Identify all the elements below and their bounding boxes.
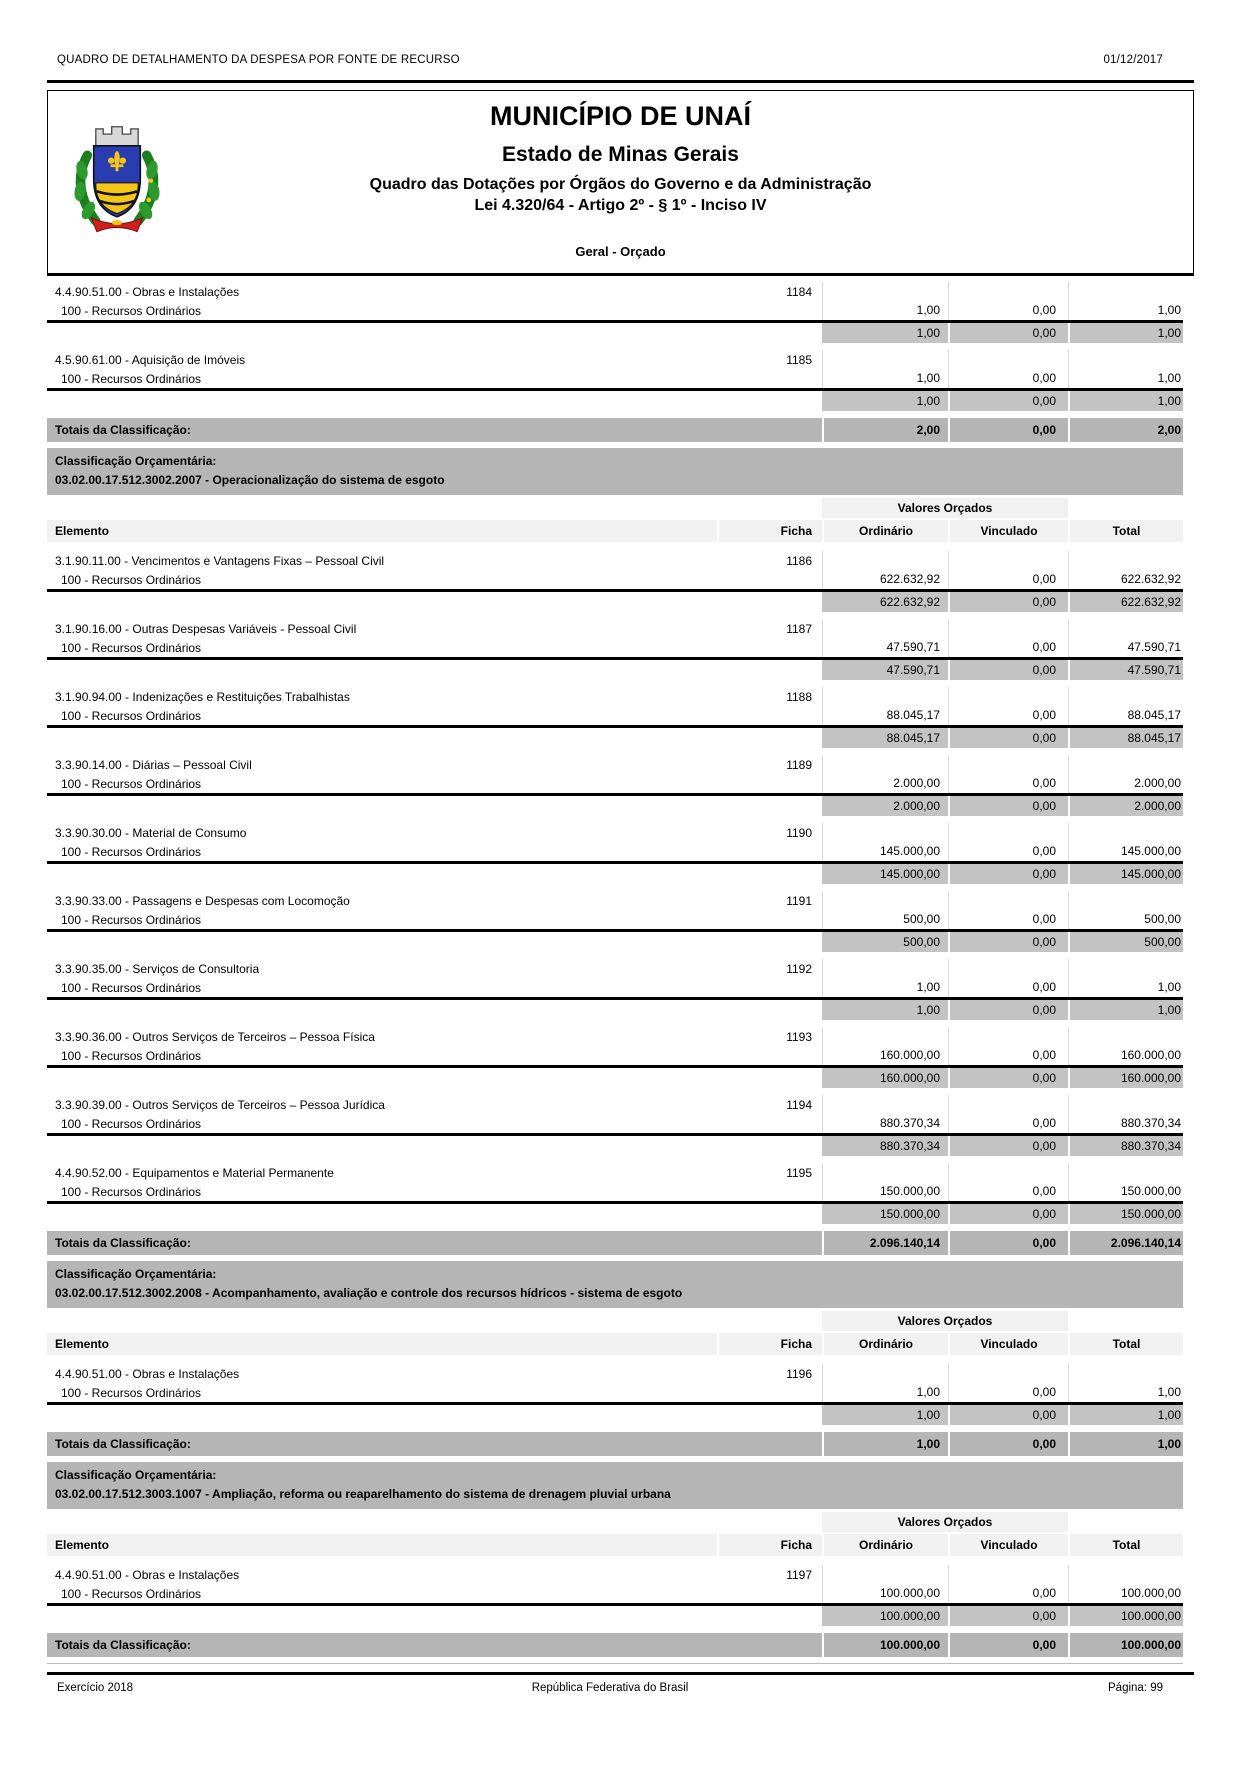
element-name: 3.3.90.30.00 - Material de Consumo [55,825,247,840]
element-subtotal-row [47,728,1183,748]
subtotal-vinculado: 0,00 [948,1204,1068,1224]
totals-ordinario: 1,00 [822,1432,948,1456]
resource-ordinario: 47.590,71 [822,638,948,657]
resource-total: 1,00 [1068,369,1183,388]
valores-orcados-label: Valores Orçados [822,1512,1068,1532]
element-group [47,551,1183,612]
subtotal-ordinario: 1,00 [822,323,948,343]
element-subtotal-row [47,864,1183,884]
element-name: 3.3.90.39.00 - Outros Serviços de Terceiros – Pessoa Jurídica [55,1097,385,1112]
resource-name: 100 - Recursos Ordinários [61,1586,202,1601]
footer-country: República Federativa do Brasil [531,1682,689,1694]
resource-ordinario: 150.000,00 [822,1182,948,1201]
element-ficha: 1187 [786,621,812,636]
resource-vinculado: 0,00 [948,1114,1068,1133]
resource-name: 100 - Recursos Ordinários [61,708,202,723]
subtotal-vinculado: 0,00 [948,323,1068,343]
subtotal-vinculado: 0,00 [948,864,1068,884]
column-ficha: Ficha [717,520,822,542]
subtotal-vinculado: 0,00 [948,391,1068,411]
element-ficha: 1188 [786,689,812,704]
totals-total: 100.000,00 [1068,1633,1183,1657]
report-title: QUADRO DE DETALHAMENTO DA DESPESA POR FONTE DE RECURSO [57,54,460,66]
totals-ordinario: 2,00 [822,418,948,442]
resource-ordinario: 880.370,34 [822,1114,948,1133]
resource-name: 100 - Recursos Ordinários [61,371,202,386]
classification-label: Classificação Orçamentária: [55,1267,217,1281]
classification-totals-row [47,1231,1183,1255]
resource-total: 47.590,71 [1068,638,1183,657]
element-ficha: 1190 [786,825,812,840]
subtotal-total: 88.045,17 [1068,728,1183,748]
subtotal-total: 145.000,00 [1068,864,1183,884]
column-vinculado: Vinculado [948,1534,1068,1556]
resource-vinculado: 0,00 [948,369,1068,388]
subtotal-vinculado: 0,00 [948,796,1068,816]
resource-name: 100 - Recursos Ordinários [61,776,202,791]
resource-ordinario: 622.632,92 [822,570,948,589]
totals-total: 2,00 [1068,418,1183,442]
resource-total: 500,00 [1068,910,1183,929]
element-name: 4.5.90.61.00 - Aquisição de Imóveis [55,352,246,367]
element-subtotal-row [47,932,1183,952]
resource-row [47,978,1183,997]
element-name: 4.4.90.51.00 - Obras e Instalações [55,1366,240,1381]
subtotal-ordinario: 145.000,00 [822,864,948,884]
resource-row [47,706,1183,725]
column-total: Total [1068,520,1183,542]
column-header-row [47,520,1183,542]
element-group [47,1163,1183,1224]
report-date: 01/12/2017 [1103,54,1163,66]
element-group [47,687,1183,748]
resource-name: 100 - Recursos Ordinários [61,1184,202,1199]
resource-vinculado: 0,00 [948,301,1068,320]
resource-ordinario: 145.000,00 [822,842,948,861]
element-group [47,1364,1183,1425]
subtotal-total: 2.000,00 [1068,796,1183,816]
subtotal-ordinario: 100.000,00 [822,1606,948,1626]
resource-ordinario: 1,00 [822,301,948,320]
column-header-row [47,1333,1183,1355]
resource-ordinario: 1,00 [822,369,948,388]
element-group [47,619,1183,680]
resource-ordinario: 1,00 [822,978,948,997]
element-subtotal-row [47,660,1183,680]
coat-of-arms-icon [64,115,170,237]
element-ficha: 1193 [786,1029,812,1044]
valores-orcados-band [47,1311,1183,1331]
municipality-name: MUNICÍPIO DE UNAÍ [489,101,751,131]
org-header-box [47,90,1194,276]
subtotal-total: 880.370,34 [1068,1136,1183,1156]
element-group [47,1095,1183,1156]
report-subtitle-1: Quadro das Dotações por Órgãos do Governo e da Administração [369,176,872,193]
element-group [47,823,1183,884]
subtotal-vinculado: 0,00 [948,728,1068,748]
resource-ordinario: 160.000,00 [822,1046,948,1065]
element-ficha: 1186 [786,553,812,568]
column-header-row [47,1534,1183,1556]
subtotal-total: 1,00 [1068,1405,1183,1425]
resource-vinculado: 0,00 [948,1046,1068,1065]
subtotal-ordinario: 1,00 [822,391,948,411]
resource-row [47,1383,1183,1402]
valores-orcados-band [47,1512,1183,1532]
subtotal-vinculado: 0,00 [948,1000,1068,1020]
totals-label: Totais da Classificação: [55,1437,191,1451]
resource-row [47,301,1183,320]
element-subtotal-row [47,796,1183,816]
element-ficha: 1196 [786,1366,812,1381]
column-elemento: Elemento [55,1538,110,1552]
element-group [47,282,1183,343]
element-group [47,891,1183,952]
report-subtitle-2: Lei 4.320/64 - Artigo 2º - § 1º - Inciso IV [474,197,767,214]
classification-header [47,1462,1183,1509]
element-name: 3.3.90.33.00 - Passagens e Despesas com Locomoção [55,893,350,908]
header-rule [47,80,1194,83]
element-name: 3.3.90.14.00 - Diárias – Pessoal Civil [55,757,252,772]
resource-total: 622.632,92 [1068,570,1183,589]
report-header [57,54,1163,66]
resource-total: 160.000,00 [1068,1046,1183,1065]
totals-vinculado: 0,00 [948,418,1068,442]
element-name: 3.1.90.94.00 - Indenizações e Restituições Trabalhistas [55,689,350,704]
resource-ordinario: 1,00 [822,1383,948,1402]
subtotal-total: 622.632,92 [1068,592,1183,612]
resource-ordinario: 2.000,00 [822,774,948,793]
resource-name: 100 - Recursos Ordinários [61,572,202,587]
resource-vinculado: 0,00 [948,978,1068,997]
table-end-line [47,1663,1183,1664]
resource-row [47,570,1183,589]
element-subtotal-row [47,1000,1183,1020]
resource-vinculado: 0,00 [948,1182,1068,1201]
valores-orcados-band [47,498,1183,518]
subtotal-vinculado: 0,00 [948,1405,1068,1425]
resource-total: 100.000,00 [1068,1584,1183,1603]
element-name: 3.1.90.16.00 - Outras Despesas Variáveis - Pessoal Civil [55,621,357,636]
resource-vinculado: 0,00 [948,706,1068,725]
column-total: Total [1068,1333,1183,1355]
classification-label: Classificação Orçamentária: [55,454,217,468]
classification-label: Classificação Orçamentária: [55,1468,217,1482]
element-ficha: 1189 [786,757,812,772]
element-group [47,959,1183,1020]
column-vinculado: Vinculado [948,520,1068,542]
resource-vinculado: 0,00 [948,1584,1068,1603]
subtotal-ordinario: 2.000,00 [822,796,948,816]
element-group [47,755,1183,816]
subtotal-ordinario: 150.000,00 [822,1204,948,1224]
resource-total: 880.370,34 [1068,1114,1183,1133]
column-elemento: Elemento [55,524,110,538]
totals-vinculado: 0,00 [948,1432,1068,1456]
element-name: 4.4.90.51.00 - Obras e Instalações [55,284,240,299]
resource-total: 88.045,17 [1068,706,1183,725]
subtotal-total: 1,00 [1068,391,1183,411]
resource-vinculado: 0,00 [948,842,1068,861]
subtotal-ordinario: 500,00 [822,932,948,952]
subtotal-total: 1,00 [1068,323,1183,343]
subtotal-total: 160.000,00 [1068,1068,1183,1088]
subtotal-total: 47.590,71 [1068,660,1183,680]
resource-vinculado: 0,00 [948,910,1068,929]
element-subtotal-row [47,1405,1183,1425]
subtotal-vinculado: 0,00 [948,932,1068,952]
valores-orcados-label: Valores Orçados [822,498,1068,518]
element-ficha: 1195 [786,1165,812,1180]
resource-name: 100 - Recursos Ordinários [61,303,202,318]
element-ficha: 1194 [786,1097,812,1112]
resource-name: 100 - Recursos Ordinários [61,912,202,927]
report-footer [57,1682,1163,1694]
resource-total: 145.000,00 [1068,842,1183,861]
classification-totals-row [47,1432,1183,1456]
footer-exercise: Exercício 2018 [57,1682,134,1694]
subtotal-ordinario: 88.045,17 [822,728,948,748]
resource-name: 100 - Recursos Ordinários [61,1385,202,1400]
element-name: 4.4.90.52.00 - Equipamentos e Material Permanente [55,1165,334,1180]
subtotal-total: 500,00 [1068,932,1183,952]
element-ficha: 1192 [786,961,812,976]
column-ordinario: Ordinário [822,1333,948,1355]
subtotal-vinculado: 0,00 [948,660,1068,680]
element-group [47,1027,1183,1088]
resource-vinculado: 0,00 [948,774,1068,793]
element-ficha: 1197 [786,1567,812,1582]
element-subtotal-row [47,1606,1183,1626]
valores-orcados-label: Valores Orçados [822,1311,1068,1331]
resource-name: 100 - Recursos Ordinários [61,1116,202,1131]
subtotal-ordinario: 880.370,34 [822,1136,948,1156]
element-group [47,350,1183,411]
totals-total: 1,00 [1068,1432,1183,1456]
resource-row [47,1114,1183,1133]
resource-row [47,638,1183,657]
resource-row [47,1584,1183,1603]
subtotal-ordinario: 160.000,00 [822,1068,948,1088]
budget-table [47,282,1183,1664]
subtotal-total: 1,00 [1068,1000,1183,1020]
column-ordinario: Ordinário [822,1534,948,1556]
resource-ordinario: 88.045,17 [822,706,948,725]
element-ficha: 1184 [786,284,812,299]
classification-code: 03.02.00.17.512.3003.1007 - Ampliação, reforma ou reaparelhamento do sistema de drenagem pluvial urbana [55,1487,671,1501]
resource-name: 100 - Recursos Ordinários [61,980,202,995]
resource-ordinario: 100.000,00 [822,1584,948,1603]
element-subtotal-row [47,323,1183,343]
column-total: Total [1068,1534,1183,1556]
subtotal-vinculado: 0,00 [948,1136,1068,1156]
resource-row [47,910,1183,929]
element-ficha: 1185 [786,352,812,367]
classification-code: 03.02.00.17.512.3002.2008 - Acompanhamento, avaliação e controle dos recursos hídricos - sistema de esgoto [55,1286,683,1300]
classification-header [47,448,1183,495]
resource-vinculado: 0,00 [948,638,1068,657]
resource-total: 2.000,00 [1068,774,1183,793]
classification-code: 03.02.00.17.512.3002.2007 - Operacionalização do sistema de esgoto [55,473,445,487]
resource-row [47,774,1183,793]
element-subtotal-row [47,592,1183,612]
subtotal-ordinario: 47.590,71 [822,660,948,680]
subtotal-total: 100.000,00 [1068,1606,1183,1626]
element-ficha: 1191 [786,893,812,908]
resource-row [47,1046,1183,1065]
column-elemento: Elemento [55,1337,110,1351]
subtotal-ordinario: 622.632,92 [822,592,948,612]
totals-ordinario: 2.096.140,14 [822,1231,948,1255]
classification-section [47,282,1183,442]
totals-vinculado: 0,00 [948,1231,1068,1255]
totals-label: Totais da Classificação: [55,1236,191,1250]
element-name: 3.3.90.35.00 - Serviços de Consultoria [55,961,260,976]
subtotal-vinculado: 0,00 [948,592,1068,612]
totals-label: Totais da Classificação: [55,1638,191,1652]
resource-row [47,369,1183,388]
state-name: Estado de Minas Gerais [502,143,739,166]
report-scope: Geral - Orçado [575,244,666,259]
element-subtotal-row [47,1136,1183,1156]
totals-vinculado: 0,00 [948,1633,1068,1657]
resource-total: 1,00 [1068,1383,1183,1402]
resource-vinculado: 0,00 [948,1383,1068,1402]
totals-label: Totais da Classificação: [55,423,191,437]
subtotal-ordinario: 1,00 [822,1405,948,1425]
totals-ordinario: 100.000,00 [822,1633,948,1657]
element-name: 3.3.90.36.00 - Outros Serviços de Terceiros – Pessoa Física [55,1029,375,1044]
classification-section [47,1462,1183,1657]
classification-section [47,1261,1183,1456]
resource-name: 100 - Recursos Ordinários [61,1048,202,1063]
classification-header [47,1261,1183,1308]
subtotal-total: 150.000,00 [1068,1204,1183,1224]
element-subtotal-row [47,1204,1183,1224]
classification-totals-row [47,418,1183,442]
resource-vinculado: 0,00 [948,570,1068,589]
resource-name: 100 - Recursos Ordinários [61,640,202,655]
resource-row [47,1182,1183,1201]
classification-totals-row [47,1633,1183,1657]
resource-row [47,842,1183,861]
subtotal-vinculado: 0,00 [948,1606,1068,1626]
resource-name: 100 - Recursos Ordinários [61,844,202,859]
footer-page-number: Página: 99 [1108,1682,1163,1694]
classification-section [47,448,1183,1255]
element-subtotal-row [47,1068,1183,1088]
resource-total: 150.000,00 [1068,1182,1183,1201]
element-subtotal-row [47,391,1183,411]
element-group [47,1565,1183,1626]
resource-ordinario: 500,00 [822,910,948,929]
element-name: 4.4.90.51.00 - Obras e Instalações [55,1567,240,1582]
subtotal-vinculado: 0,00 [948,1068,1068,1088]
totals-total: 2.096.140,14 [1068,1231,1183,1255]
column-ficha: Ficha [717,1534,822,1556]
subtotal-ordinario: 1,00 [822,1000,948,1020]
resource-total: 1,00 [1068,301,1183,320]
footer-rule [47,1672,1194,1675]
column-ficha: Ficha [717,1333,822,1355]
element-name: 3.1.90.11.00 - Vencimentos e Vantagens Fixas – Pessoal Civil [55,553,385,568]
resource-total: 1,00 [1068,978,1183,997]
column-ordinario: Ordinário [822,520,948,542]
column-vinculado: Vinculado [948,1333,1068,1355]
